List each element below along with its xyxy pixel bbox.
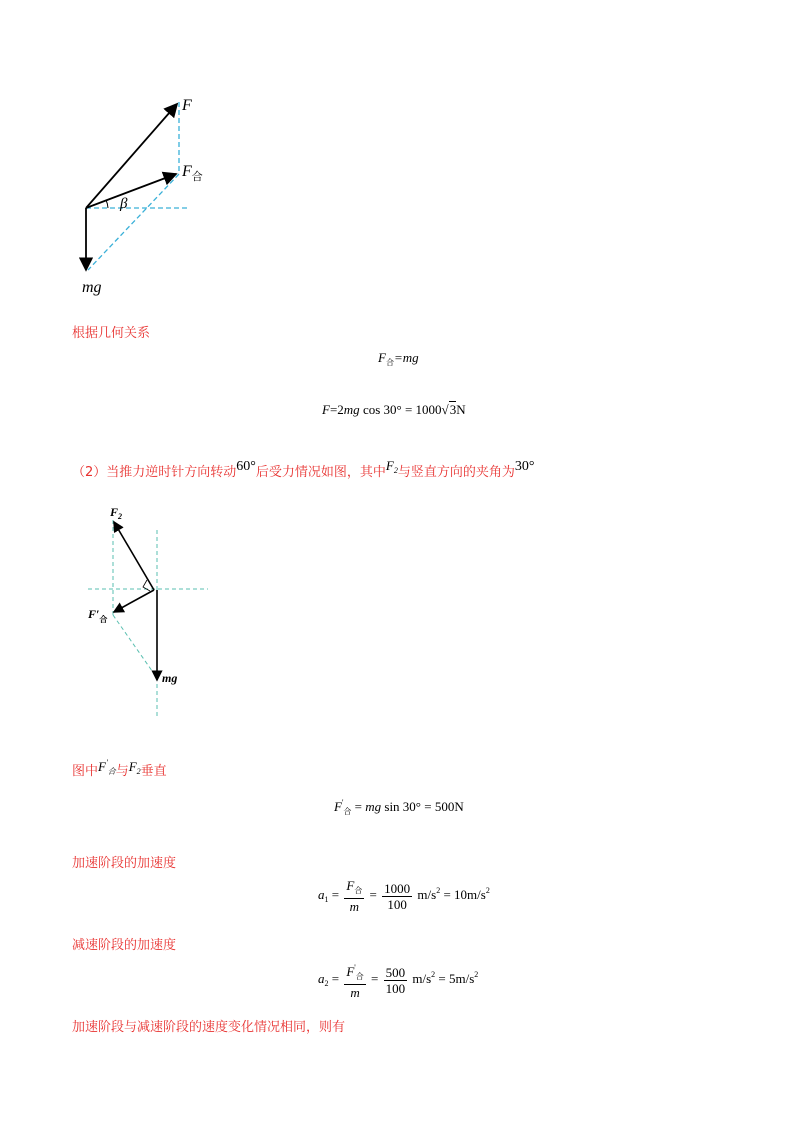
geometry-heading: 根据几何关系 bbox=[72, 326, 151, 341]
label-F: F bbox=[182, 97, 192, 114]
force-diagram-2 bbox=[80, 500, 220, 720]
arrow-F bbox=[86, 104, 177, 208]
force-diagram-1 bbox=[60, 90, 260, 300]
dashed-diagonal bbox=[113, 615, 157, 678]
label-F-resultant: $F_合$ bbox=[182, 163, 203, 183]
label-beta: β bbox=[120, 196, 128, 212]
equation-a2: $a_2$ = $\frac{F'_合}{m}$ = $\frac{500}{100}$ $m/s^2 = 5m/s^2$ bbox=[318, 960, 478, 1000]
arrow-F-resultant bbox=[86, 174, 176, 208]
label-mg: mg bbox=[82, 279, 102, 296]
equation-F-prime: $F'_合$ = mg sin 30° = 500N bbox=[334, 798, 464, 816]
dashed-diagonal bbox=[88, 174, 179, 270]
equation-a1: $a_1$ = $\frac{F_合}{m}$ = $\frac{1000}{100}$ $m/s^2 = 10m/s^2$ bbox=[318, 878, 490, 914]
label-F-prime: $F'_合$ bbox=[88, 607, 108, 624]
equation-F-resultant: $F_合=mg$ bbox=[378, 350, 419, 367]
label-mg: mg bbox=[162, 671, 178, 685]
angle-arc bbox=[106, 200, 108, 208]
acceleration-heading: 加速阶段的加速度 bbox=[72, 856, 177, 871]
arrow-F2 bbox=[114, 522, 154, 590]
deceleration-heading: 减速阶段的加速度 bbox=[72, 938, 177, 953]
arrow-F-prime bbox=[114, 590, 154, 612]
perpendicular-statement: 图中$F'_合$与$F_2$垂直 bbox=[72, 758, 167, 779]
conclusion-text: 加速阶段与减速阶段的速度变化情况相同，则有 bbox=[72, 1020, 346, 1035]
rotation-description: （2）当推力逆时针方向转动60°后受力情况如图，其中$F_2$与竖直方向的夹角为30° bbox=[72, 458, 535, 480]
equation-F: F=2mg cos 30° = 1000√3N bbox=[322, 402, 466, 417]
label-F2: $F_2$ bbox=[110, 505, 123, 521]
